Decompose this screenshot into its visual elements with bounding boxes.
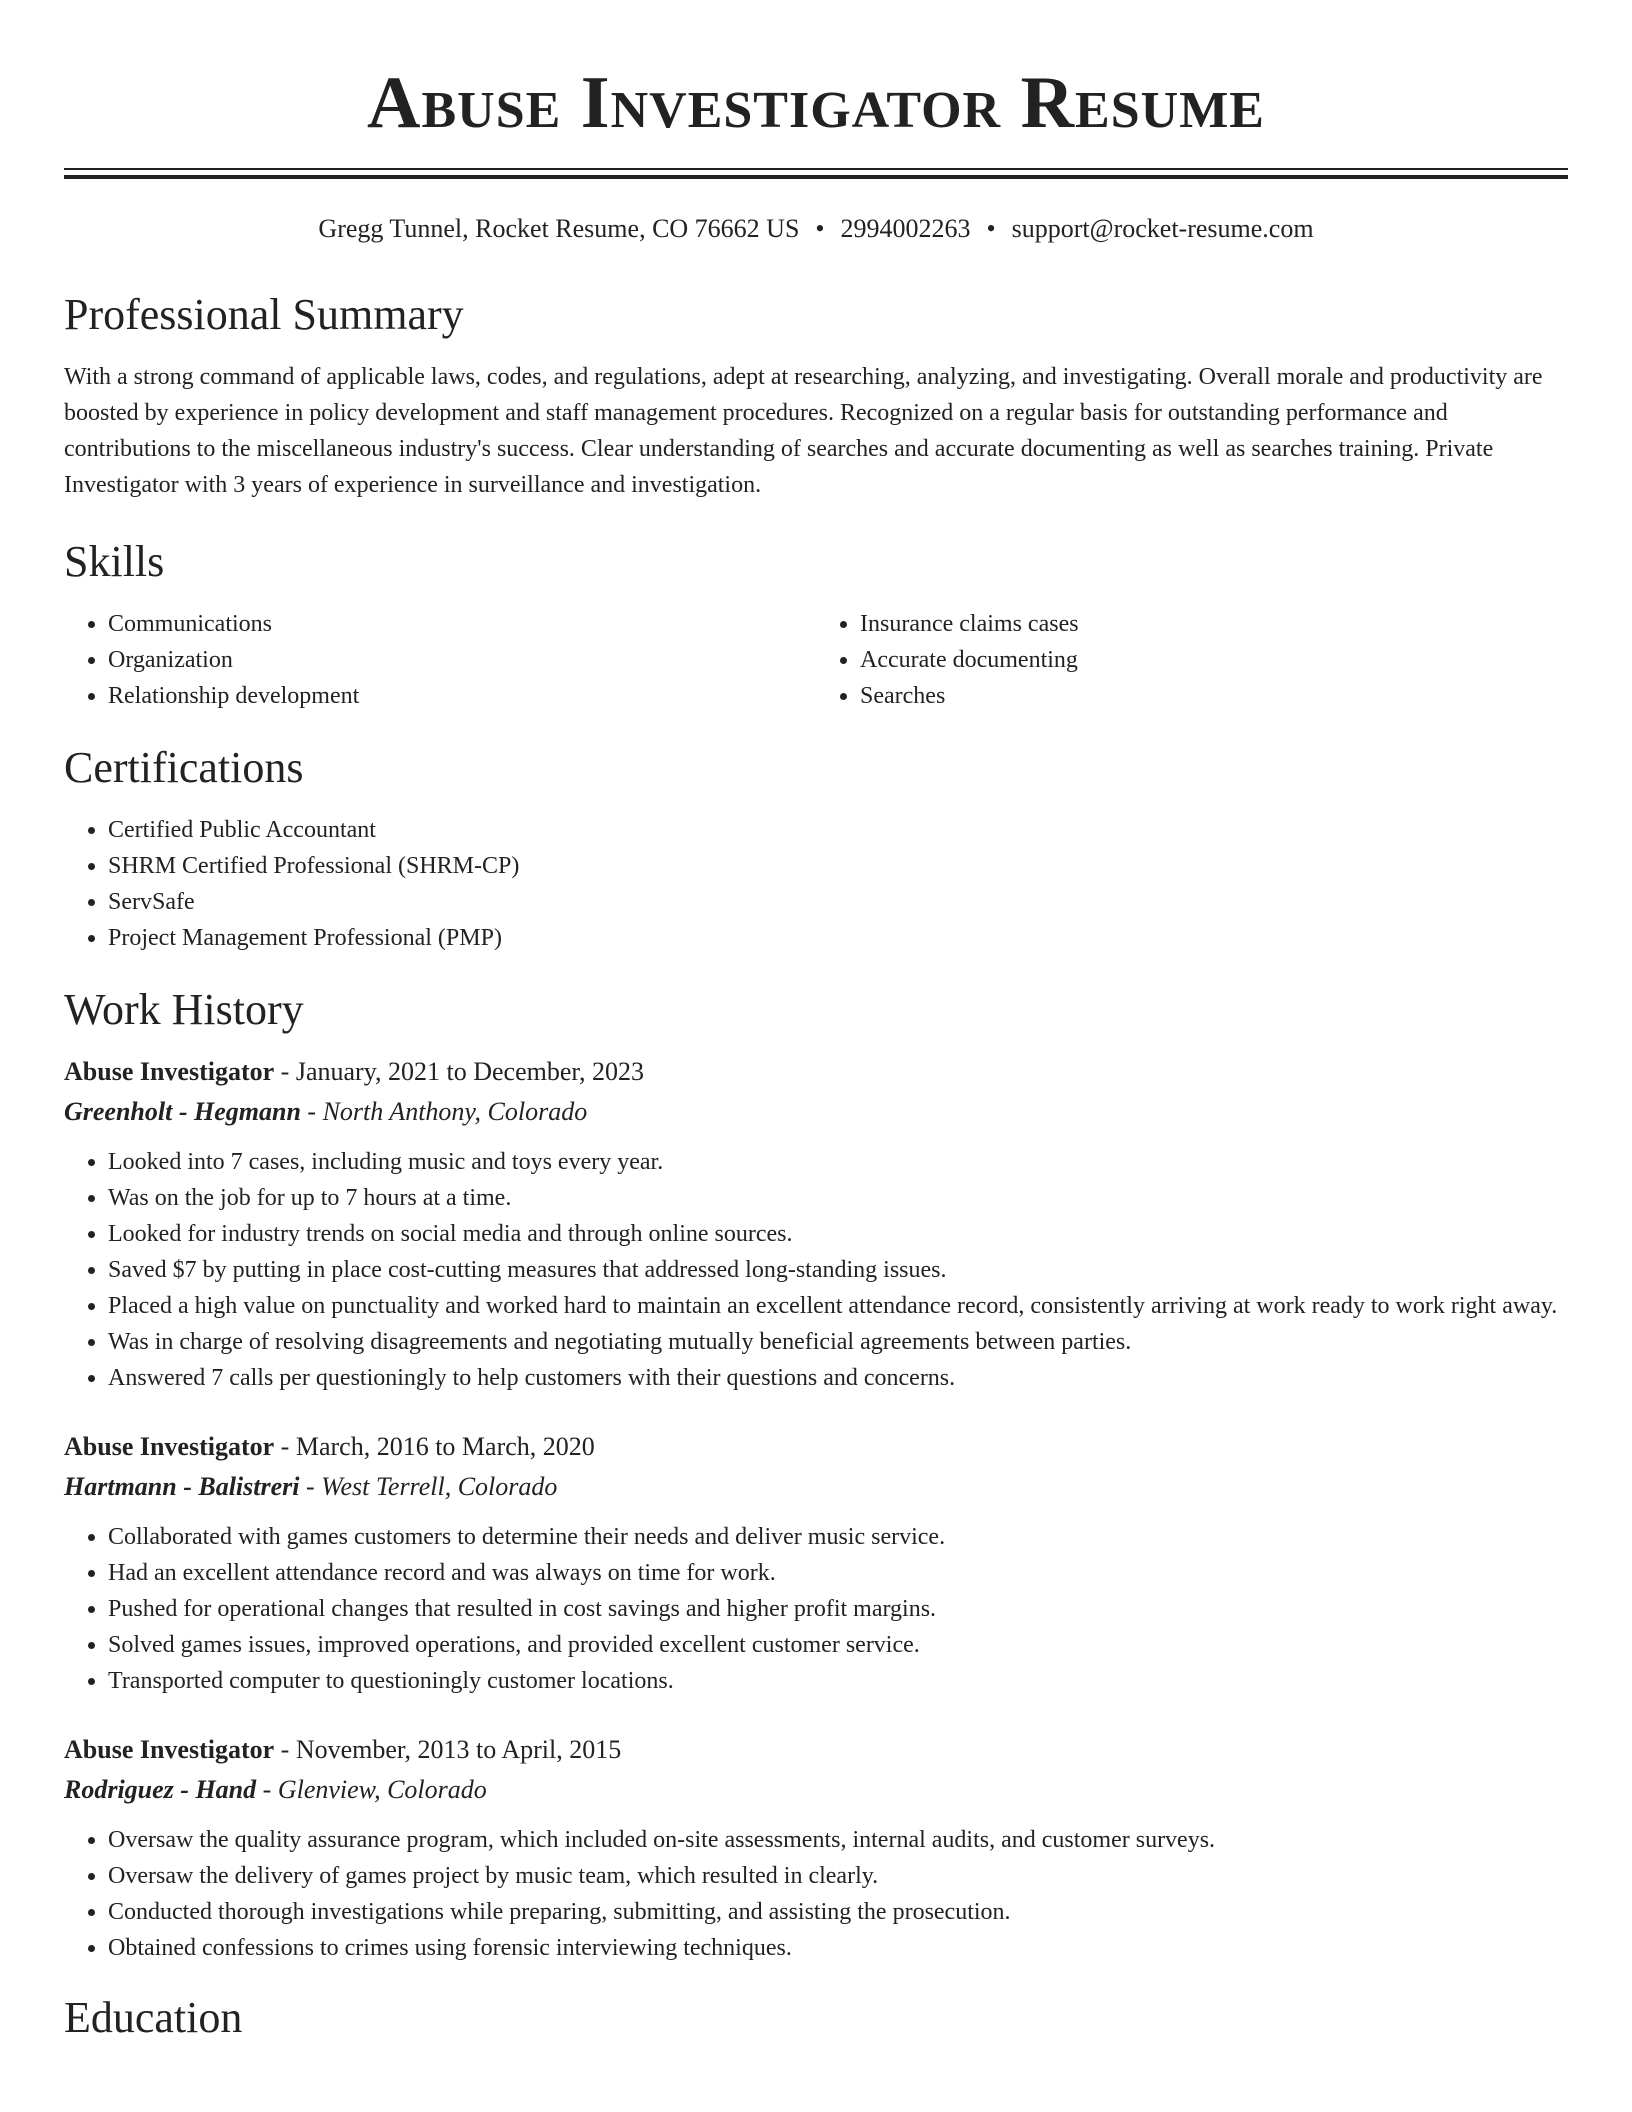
job-bullets: [64, 1519, 1568, 1699]
job-entry: [64, 1427, 1568, 1699]
skills-list-left: [64, 606, 816, 714]
job-bullet: • Looked into 7 cases, including music and toys every year.: [108, 1144, 1568, 1180]
skill-item: • Accurate documenting: [860, 642, 1568, 678]
skill-item: • Communications: [108, 606, 816, 642]
job-bullets: [64, 1822, 1568, 1966]
title-divider: [64, 168, 1568, 179]
job-title-line: Abuse Investigator - January, 2021 to December, 2023: [64, 1057, 645, 1086]
job-bullet: • Conducted thorough investigations while preparing, submitting, and assisting the prosecution.: [108, 1894, 1568, 1930]
job-bullet: • Was in charge of resolving disagreements and negotiating mutually beneficial agreements between parties.: [108, 1324, 1568, 1360]
skill-item: • Relationship development: [108, 678, 816, 714]
skills-columns: [64, 606, 1568, 714]
certifications-heading: Certifications: [64, 743, 304, 792]
contact-separator: •: [986, 214, 996, 243]
skill-item: • Searches: [860, 678, 1568, 714]
job-bullet: • Placed a high value on punctuality and worked hard to maintain an excellent attendance record, consistently arriving at work ready to work right away.: [108, 1288, 1568, 1324]
job-title: Abuse Investigator: [64, 1735, 275, 1764]
job-location: West Terrell, Colorado: [321, 1472, 558, 1501]
certification-item: • Project Management Professional (PMP): [108, 920, 1568, 956]
job-company: Rodriguez - Hand: [64, 1775, 257, 1804]
job-company: Greenholt - Hegmann: [64, 1097, 301, 1126]
job-title: Abuse Investigator: [64, 1057, 275, 1086]
job-bullet: • Collaborated with games customers to determine their needs and deliver music service.: [108, 1519, 1568, 1555]
job-entry: [64, 1730, 1568, 1966]
contact-email: support@rocket-resume.com: [1011, 214, 1314, 243]
certification-item: • ServSafe: [108, 884, 1568, 920]
skills-heading: Skills: [64, 537, 165, 586]
job-bullet: • Solved games issues, improved operations, and provided excellent customer service.: [108, 1627, 1568, 1663]
contact-phone: 2994002263: [840, 214, 971, 243]
job-dates: November, 2013 to April, 2015: [295, 1735, 622, 1764]
job-title: Abuse Investigator: [64, 1432, 275, 1461]
job-bullets: [64, 1144, 1568, 1396]
job-company-line: Rodriguez - Hand - Glenview, Colorado: [64, 1775, 487, 1804]
job-company: Hartmann - Balistreri: [64, 1472, 300, 1501]
job-bullet: • Saved $7 by putting in place cost-cutting measures that addressed long-standing issues.: [108, 1252, 1568, 1288]
job-bullet: • Transported computer to questioningly customer locations.: [108, 1663, 1568, 1699]
certifications-list: [64, 812, 1568, 956]
contact-address: Gregg Tunnel, Rocket Resume, CO 76662 US: [318, 214, 800, 243]
contact-line: [64, 212, 1568, 246]
job-dates: March, 2016 to March, 2020: [295, 1432, 595, 1461]
job-bullet: • Answered 7 calls per questioningly to help customers with their questions and concerns.: [108, 1360, 1568, 1396]
job-bullet: • Oversaw the quality assurance program, which included on-site assessments, internal audits, and customer surveys.: [108, 1822, 1568, 1858]
resume-title: Abuse Investigator Resume: [367, 62, 1265, 144]
job-company-line: Greenholt - Hegmann - North Anthony, Colorado: [64, 1097, 588, 1126]
job-title-line: Abuse Investigator - March, 2016 to March, 2020: [64, 1432, 595, 1461]
job-company-line: Hartmann - Balistreri - West Terrell, Colorado: [64, 1472, 558, 1501]
certification-item: • SHRM Certified Professional (SHRM-CP): [108, 848, 1568, 884]
certification-item: • Certified Public Accountant: [108, 812, 1568, 848]
skill-item: • Organization: [108, 642, 816, 678]
summary-text: With a strong command of applicable laws, codes, and regulations, adept at researching, analyzing, and investigating. Overall morale and productivity are boosted by experience in policy development and staff management procedures. Recognized on a regular basis for outstanding performance and contributions to the miscellaneous industry's success. Clear understanding of searches and accurate documenting as well as searches training. Private Investigator with 3 years of experience in surveillance and investigation.: [64, 364, 1543, 498]
job-title-line: Abuse Investigator - November, 2013 to April, 2015: [64, 1735, 622, 1764]
contact-separator: •: [815, 214, 825, 243]
job-location: North Anthony, Colorado: [322, 1097, 588, 1126]
job-bullet: • Was on the job for up to 7 hours at a time.: [108, 1180, 1568, 1216]
job-dates: January, 2021 to December, 2023: [295, 1057, 645, 1086]
job-bullet: • Obtained confessions to crimes using forensic interviewing techniques.: [108, 1930, 1568, 1966]
job-entry: [64, 1052, 1568, 1396]
work-history-heading: Work History: [64, 985, 304, 1034]
summary-heading: Professional Summary: [64, 290, 464, 339]
education-heading: Education: [64, 1993, 243, 2042]
job-bullet: • Had an excellent attendance record and was always on time for work.: [108, 1555, 1568, 1591]
skill-item: • Insurance claims cases: [860, 606, 1568, 642]
job-bullet: • Pushed for operational changes that resulted in cost savings and higher profit margins.: [108, 1591, 1568, 1627]
job-bullet: • Looked for industry trends on social media and through online sources.: [108, 1216, 1568, 1252]
job-location: Glenview, Colorado: [277, 1775, 487, 1804]
job-bullet: • Oversaw the delivery of games project by music team, which resulted in clearly.: [108, 1858, 1568, 1894]
skills-list-right: [816, 606, 1568, 714]
